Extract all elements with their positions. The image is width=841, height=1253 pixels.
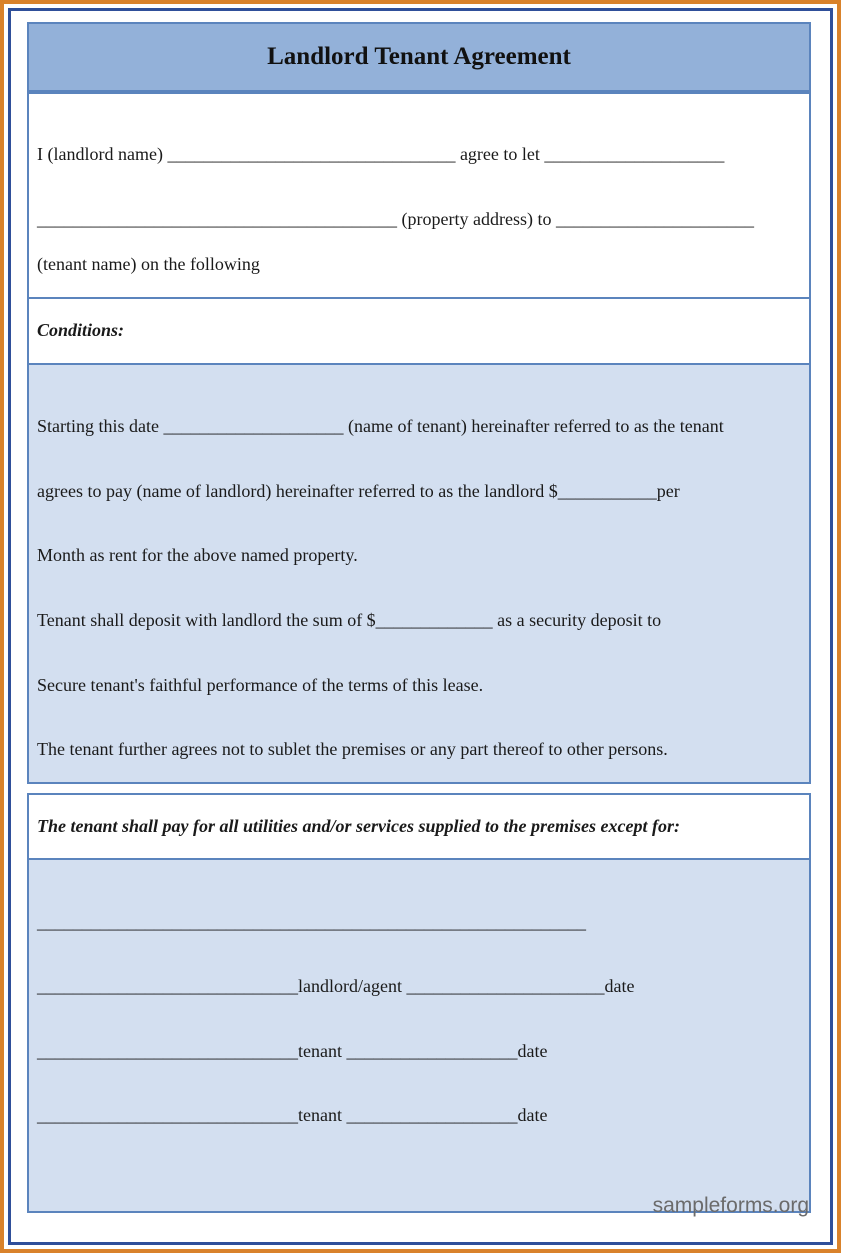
condition-line: Month as rent for the above named property. <box>37 545 358 565</box>
condition-line: The tenant further agrees not to sublet the premises or any part thereof to other persons. <box>37 739 668 759</box>
form-title: Landlord Tenant Agreement <box>27 22 811 92</box>
condition-line: Tenant shall deposit with landlord the sum of $_____________ as a security deposit to <box>37 610 662 630</box>
intro-line-property: ________________________________________ (property address) to ______________________ <box>37 209 754 229</box>
watermark: sampleforms.org <box>652 1194 809 1217</box>
intro-line-tenant: (tenant name) on the following <box>37 254 260 274</box>
intro-line-landlord: I (landlord name) ________________________________ agree to let ____________________ <box>37 144 725 164</box>
utilities-heading: The tenant shall pay for all utilities and/or services supplied to the premises except for: <box>37 816 680 836</box>
conditions-heading-box <box>27 297 811 365</box>
condition-line: Secure tenant's faithful performance of the terms of this lease. <box>37 675 484 695</box>
tenant-signature-line: _____________________________tenant ___________________date <box>37 1105 548 1125</box>
condition-line: agrees to pay (name of landlord) hereinafter referred to as the landlord $___________per <box>37 481 680 501</box>
exceptions-blank-line: _____________________________________________________________ <box>37 912 586 932</box>
condition-line: Starting this date ____________________ (name of tenant) hereinafter referred to as the tenant <box>37 416 724 436</box>
conditions-heading: Conditions: <box>37 320 125 340</box>
landlord-signature-line: _____________________________landlord/agent ______________________date <box>37 976 635 996</box>
tenant-signature-line: _____________________________tenant ___________________date <box>37 1041 548 1061</box>
